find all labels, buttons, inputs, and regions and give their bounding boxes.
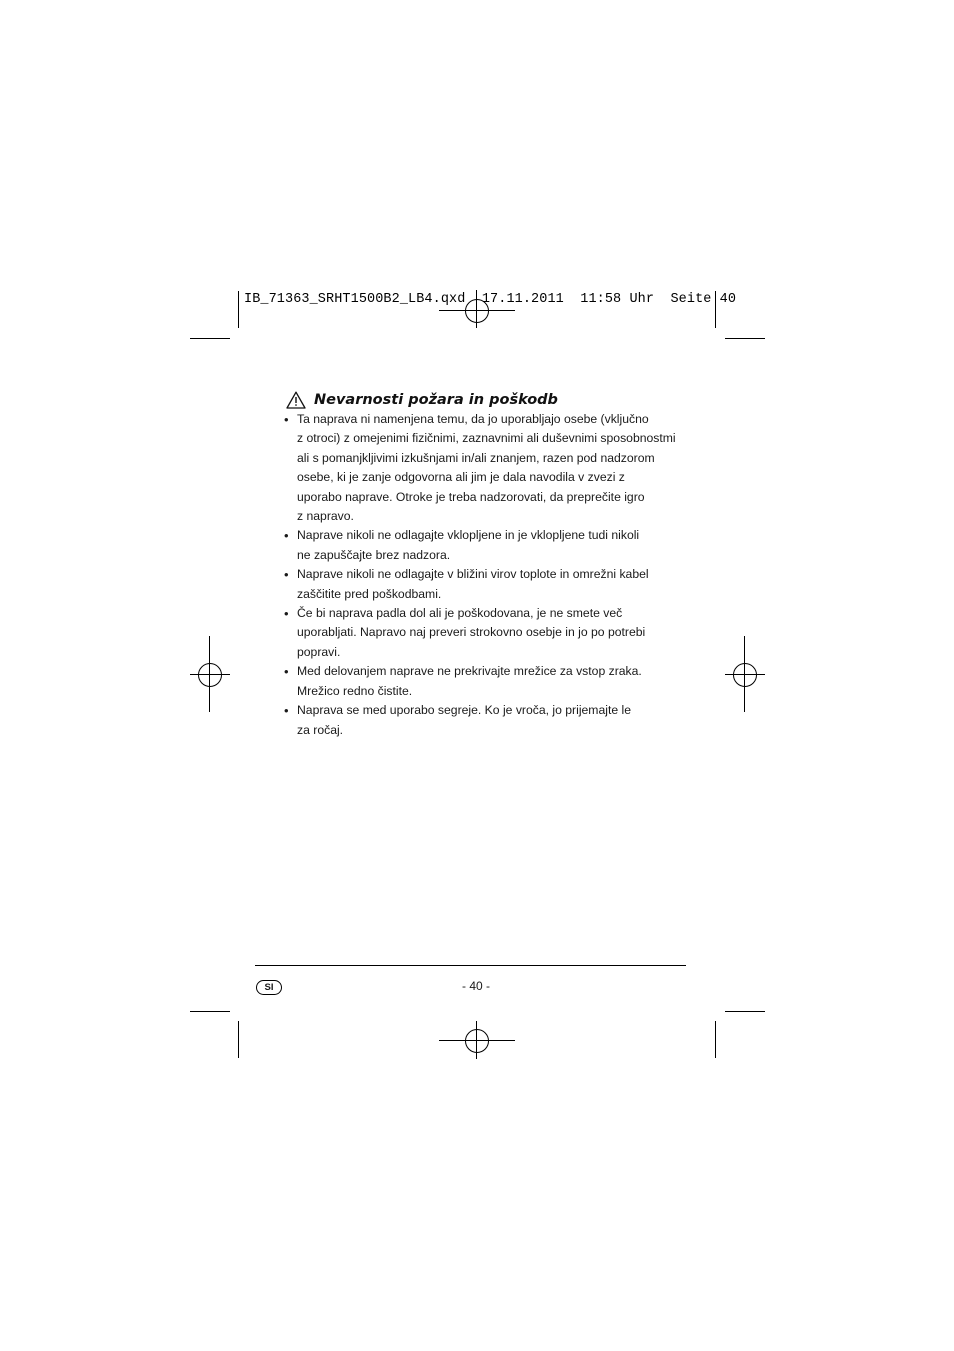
text-line: Naprave nikoli ne odlagajte v bližini virov toplote in omrežni kabel	[297, 567, 649, 582]
page-number: - 40 -	[461, 979, 490, 993]
text-line: uporabo naprave. Otroke je treba nadzorovati, da preprečite igro	[297, 489, 645, 504]
crop-mark	[725, 1011, 765, 1012]
crop-mark	[725, 338, 765, 339]
bullet-icon: •	[284, 528, 289, 544]
text-line: Ta naprava ni namenjena temu, da jo uporabljajo osebe (vključno	[297, 412, 649, 426]
text-line: Med delovanjem naprave ne prekrivajte mrežice za vstop zraka.	[297, 664, 642, 679]
bullet-icon: •	[284, 412, 289, 427]
text-line: uporabljati. Napravo naj preveri strokovno osebje in jo po potrebi	[297, 625, 646, 640]
crop-mark	[190, 338, 230, 339]
bullet-icon: •	[284, 567, 289, 583]
safety-bullet-list	[284, 410, 684, 740]
list-item	[284, 526, 684, 565]
text-line: Mrežico redno čistite.	[297, 683, 413, 698]
bullet-icon: •	[284, 664, 289, 680]
text-line: zaščitite pred poškodbami.	[297, 586, 442, 601]
section-title: Nevarnosti požara in poškodb	[314, 392, 558, 408]
language-badge: SI	[256, 980, 282, 995]
crop-mark	[238, 1021, 239, 1058]
text-line: popravi.	[297, 644, 341, 659]
crop-mark	[238, 291, 239, 328]
print-slug: IB_71363_SRHT1500B2_LB4.qxd 17.11.2011 11:58 Uhr Seite 40	[244, 292, 737, 307]
warning-triangle-icon	[286, 391, 306, 409]
bullet-icon: •	[284, 703, 289, 719]
list-item	[284, 662, 684, 701]
crop-mark	[715, 1021, 716, 1058]
list-item	[284, 565, 684, 604]
footer-divider	[255, 965, 686, 966]
bullet-icon: •	[284, 606, 289, 622]
text-line: ali s pomanjkljivimi izkušnjami in/ali znanjem, razen pod nadzorom	[297, 450, 655, 465]
text-line: Naprava se med uporabo segreje. Ko je vroča, jo prijemajte le	[297, 703, 631, 718]
section-heading	[286, 388, 558, 412]
text-line: z otroci) z omejenimi fizičnimi, zaznavnimi ali duševnimi sposobnostmi	[297, 431, 676, 446]
text-line: osebe, ki je zanje odgovorna ali jim je dala navodila v zvezi z	[297, 470, 625, 485]
text-line: za ročaj.	[297, 722, 344, 737]
list-item	[284, 410, 684, 526]
text-line: ne zapuščajte brez nadzora.	[297, 547, 451, 562]
crop-mark	[190, 1011, 230, 1012]
text-line: Naprave nikoli ne odlagajte vklopljene in je vklopljene tudi nikoli	[297, 528, 640, 543]
text-line: Če bi naprava padla dol ali je poškodovana, je ne smete več	[297, 606, 623, 621]
list-item	[284, 701, 684, 740]
text-line: z napravo.	[297, 509, 354, 524]
list-item	[284, 604, 684, 662]
